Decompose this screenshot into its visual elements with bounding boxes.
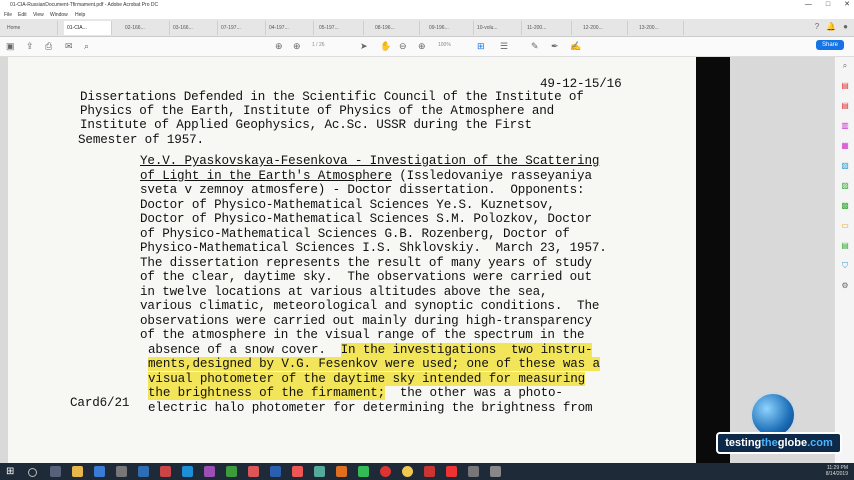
task-view-icon[interactable] <box>50 466 61 477</box>
account-icon[interactable]: ● <box>843 22 848 31</box>
pdf-page <box>8 57 696 463</box>
tab-0[interactable]: Home <box>4 21 58 35</box>
app-icon[interactable] <box>358 466 369 477</box>
taskbar <box>0 463 854 480</box>
document-line: Doctor of Physico-Mathematical Sciences Ye.S. Kuznetsov, <box>140 198 555 212</box>
app-icon[interactable] <box>270 466 281 477</box>
brave-icon[interactable] <box>424 466 435 477</box>
window-title: 01-CIA-RussianDocument-Tfirmament.pdf - Adobe Acrobat Pro DC <box>10 2 159 8</box>
app-icon[interactable] <box>292 466 303 477</box>
shield-icon[interactable]: ⛉ <box>842 261 848 270</box>
document-line: absence of a snow cover. In the investigations two instru- <box>148 343 593 357</box>
save-icon[interactable]: ▣ <box>6 41 15 51</box>
protect-icon[interactable]: ▧ <box>841 161 849 170</box>
highlight: visual photometer of the daytime sky intended for measuring <box>148 372 586 386</box>
tab-bar <box>0 19 854 37</box>
document-line: Institute of Applied Geophysics, Ac.Sc. USSR during the First <box>80 118 532 132</box>
help-icon[interactable]: ? <box>814 22 820 31</box>
title-bar <box>0 0 854 10</box>
search-icon[interactable]: ⌕ <box>84 41 90 51</box>
highlight: the brightness of the firmament; <box>148 386 386 400</box>
select-tool-icon[interactable]: ➤ <box>360 41 368 51</box>
highlight: ments,designed by V.G. Fesenkov were used; one of these was a <box>148 357 600 371</box>
app-icon[interactable] <box>226 466 237 477</box>
tab-6[interactable]: 05-197... <box>316 21 364 35</box>
document-line: various climatic, meteorological and synoptic conditions. The <box>140 299 600 313</box>
tab-1[interactable]: 01-CIA... <box>64 21 112 35</box>
email-icon[interactable]: ✉ <box>65 41 73 51</box>
zoom-out-icon[interactable]: ⊖ <box>399 41 407 51</box>
page-down-icon[interactable]: ⊕ <box>293 41 301 51</box>
document-line: Dissertations Defended in the Scientific Council of the Institute of <box>80 90 584 104</box>
organize-icon[interactable]: ▦ <box>841 141 849 150</box>
app-icon[interactable] <box>94 466 105 477</box>
document-line: Ye.V. Pyaskovskaya-Fesenkova - Investigation of the Scattering <box>140 154 600 168</box>
document-line: the brightness of the firmament; the other was a photo- <box>148 386 563 400</box>
document-line: The dissertation represents the result of many years of study <box>140 256 592 270</box>
testingtheglobe-logo <box>716 392 840 454</box>
toolbar <box>0 37 854 57</box>
card-label: Card6/21 <box>70 396 130 410</box>
comment-tool-icon[interactable]: ▭ <box>841 221 849 230</box>
logo-text: testingtheglobe.com <box>716 432 842 454</box>
send-icon[interactable]: ▤ <box>841 241 849 250</box>
menu-bar <box>0 10 854 19</box>
document-line: in twelve locations at various altitudes above the sea, <box>140 285 548 299</box>
more-tools-icon[interactable]: ⚙ <box>841 281 849 290</box>
tab-11[interactable]: 12-200... <box>580 21 628 35</box>
app-icon[interactable] <box>204 466 215 477</box>
app-icon[interactable] <box>160 466 171 477</box>
close-button[interactable]: ✕ <box>844 1 850 8</box>
tab-4[interactable]: 07-197... <box>218 21 266 35</box>
tab-8[interactable]: 09-196... <box>426 21 474 35</box>
app-icon[interactable] <box>248 466 259 477</box>
zoom-level[interactable]: 100% <box>438 42 451 48</box>
pen-icon[interactable]: ✒ <box>551 41 559 51</box>
app-icon[interactable] <box>490 466 501 477</box>
zoom-icon[interactable]: ⌕ <box>842 61 848 70</box>
tab-3[interactable]: 03-166... <box>170 21 218 35</box>
tab-5[interactable]: 04-197... <box>266 21 314 35</box>
menu-view[interactable]: View <box>33 12 44 18</box>
comment-icon[interactable]: ✎ <box>531 41 539 51</box>
app-icon[interactable] <box>138 466 149 477</box>
document-line: of Physico-Mathematical Sciences G.B. Rozenberg, Doctor of <box>140 227 570 241</box>
tab-9[interactable]: 10-volu... <box>474 21 522 35</box>
menu-window[interactable]: Window <box>50 12 68 18</box>
enhance-icon[interactable]: ▩ <box>841 201 849 210</box>
notifications-icon[interactable]: 🔔 <box>826 22 837 31</box>
create-pdf-icon[interactable]: ▤ <box>841 101 849 110</box>
chrome-icon[interactable] <box>380 466 391 477</box>
document-line: electric halo photometer for determining the brightness from <box>148 401 593 415</box>
app-icon[interactable] <box>314 466 325 477</box>
windows-start-icon[interactable]: ⊞ <box>6 466 15 477</box>
tab-10[interactable]: 11-200... <box>524 21 572 35</box>
file-explorer-icon[interactable] <box>72 466 83 477</box>
sign-icon[interactable]: ✍ <box>570 41 582 51</box>
search-icon[interactable] <box>28 468 37 477</box>
page-up-icon[interactable]: ⊕ <box>275 41 283 51</box>
menu-edit[interactable]: Edit <box>18 12 27 18</box>
minimize-button[interactable]: — <box>804 1 812 8</box>
hand-tool-icon[interactable]: ✋ <box>380 41 392 51</box>
document-line: Semester of 1957. <box>78 133 204 147</box>
document-line: Physics of the Earth, Institute of Physics of the Atmosphere and <box>80 104 555 118</box>
export-pdf-icon[interactable]: ▤ <box>841 81 849 90</box>
app-icon[interactable] <box>116 466 127 477</box>
document-line: Physico-Mathematical Sciences I.S. Shklovskiy. March 23, 1957. <box>140 241 607 255</box>
print-icon[interactable]: ⎙ <box>45 41 53 51</box>
document-line: of the clear, daytime sky. The observations were carried out <box>140 270 592 284</box>
document-line: Doctor of Physico-Mathematical Sciences S.M. Polozkov, Doctor <box>140 212 592 226</box>
document-line: of Light in the Earth's Atmosphere (Issledovaniye rasseyaniya <box>140 169 592 183</box>
share-button[interactable]: Share <box>816 40 844 50</box>
acrobat-icon[interactable] <box>446 466 457 477</box>
system-clock[interactable]: 11:29 PM 8/14/2019 <box>825 465 848 477</box>
edit-pdf-icon[interactable]: ▥ <box>841 121 849 130</box>
document-line: observations were carried out mainly during high-transparency <box>140 314 592 328</box>
zoom-in-icon[interactable]: ⊕ <box>418 41 426 51</box>
maximize-button[interactable]: □ <box>825 1 831 8</box>
tab-12[interactable]: 13-200... <box>636 21 684 35</box>
fit-page-icon[interactable]: ⊞ <box>477 41 485 51</box>
app-icon[interactable] <box>402 466 413 477</box>
menu-file[interactable]: File <box>4 12 13 18</box>
app-icon[interactable] <box>182 466 193 477</box>
fill-sign-icon[interactable]: ▨ <box>841 181 849 190</box>
document-line: sveta v zemnoy atmosfere) - Doctor dissertation. Opponents: <box>140 183 585 197</box>
app-icon[interactable] <box>468 466 479 477</box>
tab-7[interactable]: 08-196... <box>372 21 420 35</box>
highlight: In the investigations two instru- <box>340 343 593 357</box>
menu-help[interactable]: Help <box>75 12 86 18</box>
document-line: 49-12-15/16 <box>540 77 622 91</box>
document-line: of the atmosphere in the visual range of the spectrum in the <box>140 328 585 342</box>
firefox-icon[interactable] <box>336 466 347 477</box>
tab-2[interactable]: 02-166... <box>122 21 170 35</box>
scroll-mode-icon[interactable]: ☰ <box>500 41 509 51</box>
upload-icon[interactable]: ⇪ <box>26 41 34 51</box>
page-number-field[interactable]: 1 / 26 <box>312 42 325 48</box>
